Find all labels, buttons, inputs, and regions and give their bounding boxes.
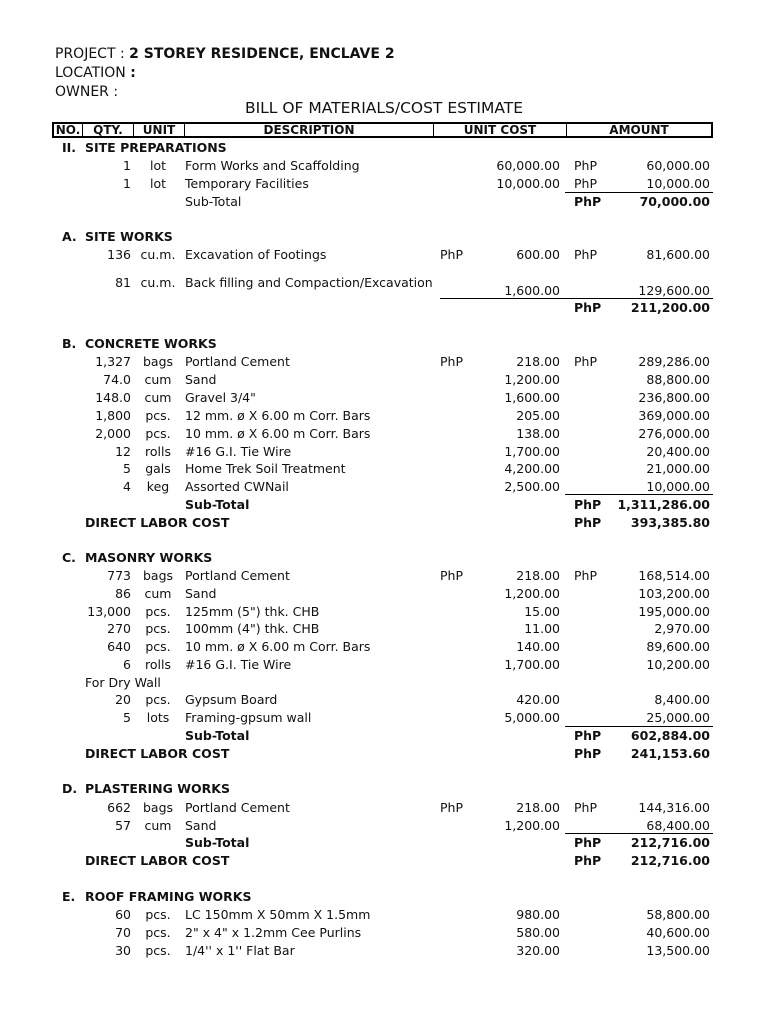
section-number: D. xyxy=(62,781,78,796)
unit-cost-rule xyxy=(440,298,565,299)
currency-label: PhP xyxy=(574,300,602,315)
subtotal-rule xyxy=(565,192,713,193)
direct-labor-amount: 212,716.00 xyxy=(630,853,710,868)
section-title: PLASTERING WORKS xyxy=(85,781,230,796)
page-title: BILL OF MATERIALS/COST ESTIMATE xyxy=(244,99,524,117)
direct-labor-label: DIRECT LABOR COST xyxy=(85,853,230,868)
item-description: 10 mm. ø X 6.00 m Corr. Bars xyxy=(185,426,371,441)
item-qty: 773 xyxy=(107,568,131,583)
item-amount: 369,000.00 xyxy=(638,408,710,423)
item-unit-cost: 10,000.00 xyxy=(496,176,560,191)
item-qty: 70 xyxy=(115,925,131,940)
item-description: 100mm (4") thk. CHB xyxy=(185,621,320,636)
item-unit-cost: 1,700.00 xyxy=(504,444,560,459)
item-description: Temporary Facilities xyxy=(185,176,309,191)
item-unit: bags xyxy=(142,354,174,369)
item-amount: 13,500.00 xyxy=(646,943,710,958)
item-qty: 136 xyxy=(107,247,131,262)
owner-label: OWNER : xyxy=(55,84,119,100)
item-unit: pcs. xyxy=(145,604,171,619)
item-description: Gypsum Board xyxy=(185,692,278,707)
currency-label: PhP xyxy=(574,835,602,850)
subtotal-amount: 1,311,286.00 xyxy=(617,497,710,512)
item-description: Form Works and Scaffolding xyxy=(185,158,360,173)
item-qty: 86 xyxy=(115,586,131,601)
currency-label: PhP xyxy=(440,800,463,815)
direct-labor-label: DIRECT LABOR COST xyxy=(85,515,230,530)
section-number: C. xyxy=(62,550,76,565)
item-description: 2" x 4" x 1.2mm Cee Purlins xyxy=(185,925,362,940)
item-unit-cost: 4,200.00 xyxy=(504,461,560,476)
item-description: 10 mm. ø X 6.00 m Corr. Bars xyxy=(185,639,371,654)
item-amount: 60,000.00 xyxy=(646,158,710,173)
item-unit: pcs. xyxy=(145,925,171,940)
subtotal-amount: 212,716.00 xyxy=(630,835,710,850)
item-qty: 81 xyxy=(115,275,131,290)
item-qty: 5 xyxy=(123,461,131,476)
item-amount: 236,800.00 xyxy=(638,390,710,405)
item-qty: 57 xyxy=(115,818,131,833)
item-unit: cum xyxy=(144,586,172,601)
currency-label: PhP xyxy=(574,247,597,262)
currency-label: PhP xyxy=(574,176,597,191)
currency-label: PhP xyxy=(574,497,602,512)
item-description: Home Trek Soil Treatment xyxy=(185,461,346,476)
item-description: Portland Cement xyxy=(185,568,290,583)
item-amount: 21,000.00 xyxy=(646,461,710,476)
currency-label: PhP xyxy=(440,354,463,369)
location-label: LOCATION xyxy=(55,65,126,81)
subtotal-rule xyxy=(565,833,713,834)
item-amount: 8,400.00 xyxy=(654,692,710,707)
col-unit-cost: UNIT COST xyxy=(434,124,567,136)
col-no: NO. xyxy=(54,124,83,136)
item-unit-cost: 205.00 xyxy=(516,408,560,423)
item-unit: cum xyxy=(144,372,172,387)
direct-labor-amount: 241,153.60 xyxy=(630,746,710,761)
project-value: 2 STOREY RESIDENCE, ENCLAVE 2 xyxy=(129,46,395,62)
subtotal-rule xyxy=(565,494,713,495)
item-qty: 148.0 xyxy=(95,390,131,405)
item-amount: 89,600.00 xyxy=(646,639,710,654)
item-description: Portland Cement xyxy=(185,800,290,815)
item-unit: bags xyxy=(142,568,174,583)
subtotal-label: Sub-Total xyxy=(185,194,242,209)
item-qty: 12 xyxy=(115,444,131,459)
currency-label: PhP xyxy=(440,568,463,583)
currency-label: PhP xyxy=(574,158,597,173)
section-title: ROOF FRAMING WORKS xyxy=(85,889,252,904)
currency-label: PhP xyxy=(440,247,463,262)
item-unit-cost: 980.00 xyxy=(516,907,560,922)
currency-label: PhP xyxy=(574,746,602,761)
currency-label: PhP xyxy=(574,728,602,743)
subtotal-rule xyxy=(565,726,713,727)
item-description: 12 mm. ø X 6.00 m Corr. Bars xyxy=(185,408,371,423)
location-line xyxy=(55,64,136,82)
item-unit: cum xyxy=(144,390,172,405)
item-description: Back filling and Compaction/Excavation xyxy=(185,275,433,290)
item-unit-cost: 218.00 xyxy=(516,354,560,369)
item-unit: pcs. xyxy=(145,943,171,958)
item-description: Gravel 3/4" xyxy=(185,390,256,405)
item-unit: pcs. xyxy=(145,692,171,707)
item-amount: 68,400.00 xyxy=(646,818,710,833)
item-amount: 81,600.00 xyxy=(646,247,710,262)
item-qty: 4 xyxy=(123,479,131,494)
subtotal-label: Sub-Total xyxy=(185,728,250,743)
item-qty: 60 xyxy=(115,907,131,922)
item-unit-cost: 1,200.00 xyxy=(504,818,560,833)
item-unit: keg xyxy=(146,479,170,494)
item-description: Sand xyxy=(185,372,217,387)
item-unit-cost: 11.00 xyxy=(524,621,560,636)
item-qty: 270 xyxy=(107,621,131,636)
subtotal-amount: 602,884.00 xyxy=(630,728,710,743)
item-description: Sand xyxy=(185,586,217,601)
direct-labor-amount: 393,385.80 xyxy=(630,515,710,530)
item-unit: pcs. xyxy=(145,426,171,441)
item-unit: bags xyxy=(142,800,174,815)
item-amount: 195,000.00 xyxy=(638,604,710,619)
section-title: CONCRETE WORKS xyxy=(85,336,217,351)
item-unit-cost: 140.00 xyxy=(516,639,560,654)
drywall-label: For Dry Wall xyxy=(85,675,161,690)
item-unit-cost: 218.00 xyxy=(516,800,560,815)
item-qty: 1 xyxy=(123,158,131,173)
currency-label: PhP xyxy=(574,515,602,530)
item-amount: 10,000.00 xyxy=(646,176,710,191)
item-qty: 6 xyxy=(123,657,131,672)
section-title: SITE PREPARATIONS xyxy=(85,140,227,155)
item-unit-cost: 420.00 xyxy=(516,692,560,707)
item-qty: 20 xyxy=(115,692,131,707)
item-unit-cost: 1,200.00 xyxy=(504,586,560,601)
item-unit: rolls xyxy=(145,444,171,459)
item-unit-cost: 60,000.00 xyxy=(496,158,560,173)
item-unit-cost: 320.00 xyxy=(516,943,560,958)
currency-label: PhP xyxy=(574,853,602,868)
project-label: PROJECT : xyxy=(55,46,125,62)
item-description: 125mm (5") thk. CHB xyxy=(185,604,320,619)
item-unit: gals xyxy=(145,461,171,476)
item-qty: 74.0 xyxy=(103,372,131,387)
item-amount: 10,000.00 xyxy=(646,479,710,494)
location-colon: : xyxy=(130,65,136,81)
item-amount: 10,200.00 xyxy=(646,657,710,672)
section-number: B. xyxy=(62,336,77,351)
subtotal-amount: 211,200.00 xyxy=(630,300,710,315)
item-amount: 25,000.00 xyxy=(646,710,710,725)
item-unit-cost: 15.00 xyxy=(524,604,560,619)
item-description: Excavation of Footings xyxy=(185,247,327,262)
item-unit: lots xyxy=(146,710,170,725)
item-unit: pcs. xyxy=(145,907,171,922)
item-amount: 144,316.00 xyxy=(638,800,710,815)
item-unit-cost: 1,200.00 xyxy=(504,372,560,387)
item-qty: 1,800 xyxy=(95,408,131,423)
currency-label: PhP xyxy=(574,568,597,583)
col-description: DESCRIPTION xyxy=(185,124,434,136)
item-unit: cu.m. xyxy=(140,275,176,290)
section-title: SITE WORKS xyxy=(85,229,173,244)
item-unit-cost: 1,600.00 xyxy=(504,390,560,405)
section-number: A. xyxy=(62,229,77,244)
item-unit-cost: 580.00 xyxy=(516,925,560,940)
item-amount: 40,600.00 xyxy=(646,925,710,940)
currency-label: PhP xyxy=(574,354,597,369)
item-qty: 1,327 xyxy=(95,354,131,369)
item-unit-cost: 600.00 xyxy=(516,247,560,262)
item-amount: 129,600.00 xyxy=(638,283,710,298)
item-amount: 289,286.00 xyxy=(638,354,710,369)
item-unit: cum xyxy=(144,818,172,833)
item-amount: 2,970.00 xyxy=(654,621,710,636)
item-unit: pcs. xyxy=(145,621,171,636)
item-description: Framing-gpsum wall xyxy=(185,710,312,725)
item-unit: pcs. xyxy=(145,639,171,654)
item-unit: pcs. xyxy=(145,408,171,423)
item-amount: 276,000.00 xyxy=(638,426,710,441)
item-amount: 168,514.00 xyxy=(638,568,710,583)
item-unit: cu.m. xyxy=(140,247,176,262)
subtotal-label: Sub-Total xyxy=(185,497,250,512)
item-unit: rolls xyxy=(145,657,171,672)
item-qty: 1 xyxy=(123,176,131,191)
item-unit-cost: 218.00 xyxy=(516,568,560,583)
item-amount: 58,800.00 xyxy=(646,907,710,922)
item-unit-cost: 5,000.00 xyxy=(504,710,560,725)
item-description: #16 G.I. Tie Wire xyxy=(185,444,292,459)
direct-labor-label: DIRECT LABOR COST xyxy=(85,746,230,761)
item-unit-cost: 2,500.00 xyxy=(504,479,560,494)
table-header xyxy=(52,122,713,138)
item-amount: 88,800.00 xyxy=(646,372,710,387)
item-unit: lot xyxy=(149,176,167,191)
item-unit: lot xyxy=(149,158,167,173)
col-qty: QTY. xyxy=(83,124,134,136)
project-line xyxy=(55,45,395,63)
item-description: 1/4'' x 1'' Flat Bar xyxy=(185,943,295,958)
item-amount: 103,200.00 xyxy=(638,586,710,601)
item-description: #16 G.I. Tie Wire xyxy=(185,657,292,672)
item-qty: 5 xyxy=(123,710,131,725)
item-description: Sand xyxy=(185,818,217,833)
item-qty: 2,000 xyxy=(95,426,131,441)
section-title: MASONRY WORKS xyxy=(85,550,213,565)
section-number: II. xyxy=(62,140,77,155)
item-unit-cost: 1,700.00 xyxy=(504,657,560,672)
item-description: Portland Cement xyxy=(185,354,290,369)
item-qty: 640 xyxy=(107,639,131,654)
col-amount: AMOUNT xyxy=(609,123,669,137)
item-description: LC 150mm X 50mm X 1.5mm xyxy=(185,907,371,922)
item-description: Assorted CWNail xyxy=(185,479,289,494)
subtotal-amount: 70,000.00 xyxy=(639,194,710,209)
item-unit-cost: 1,600.00 xyxy=(504,283,560,298)
item-qty: 13,000 xyxy=(87,604,131,619)
item-amount: 20,400.00 xyxy=(646,444,710,459)
item-qty: 662 xyxy=(107,800,131,815)
item-qty: 30 xyxy=(115,943,131,958)
currency-label: PhP xyxy=(574,194,602,209)
section-number: E. xyxy=(62,889,76,904)
item-unit-cost: 138.00 xyxy=(516,426,560,441)
subtotal-rule xyxy=(565,298,713,299)
currency-label: PhP xyxy=(574,800,597,815)
subtotal-label: Sub-Total xyxy=(185,835,250,850)
col-unit: UNIT xyxy=(134,124,185,136)
